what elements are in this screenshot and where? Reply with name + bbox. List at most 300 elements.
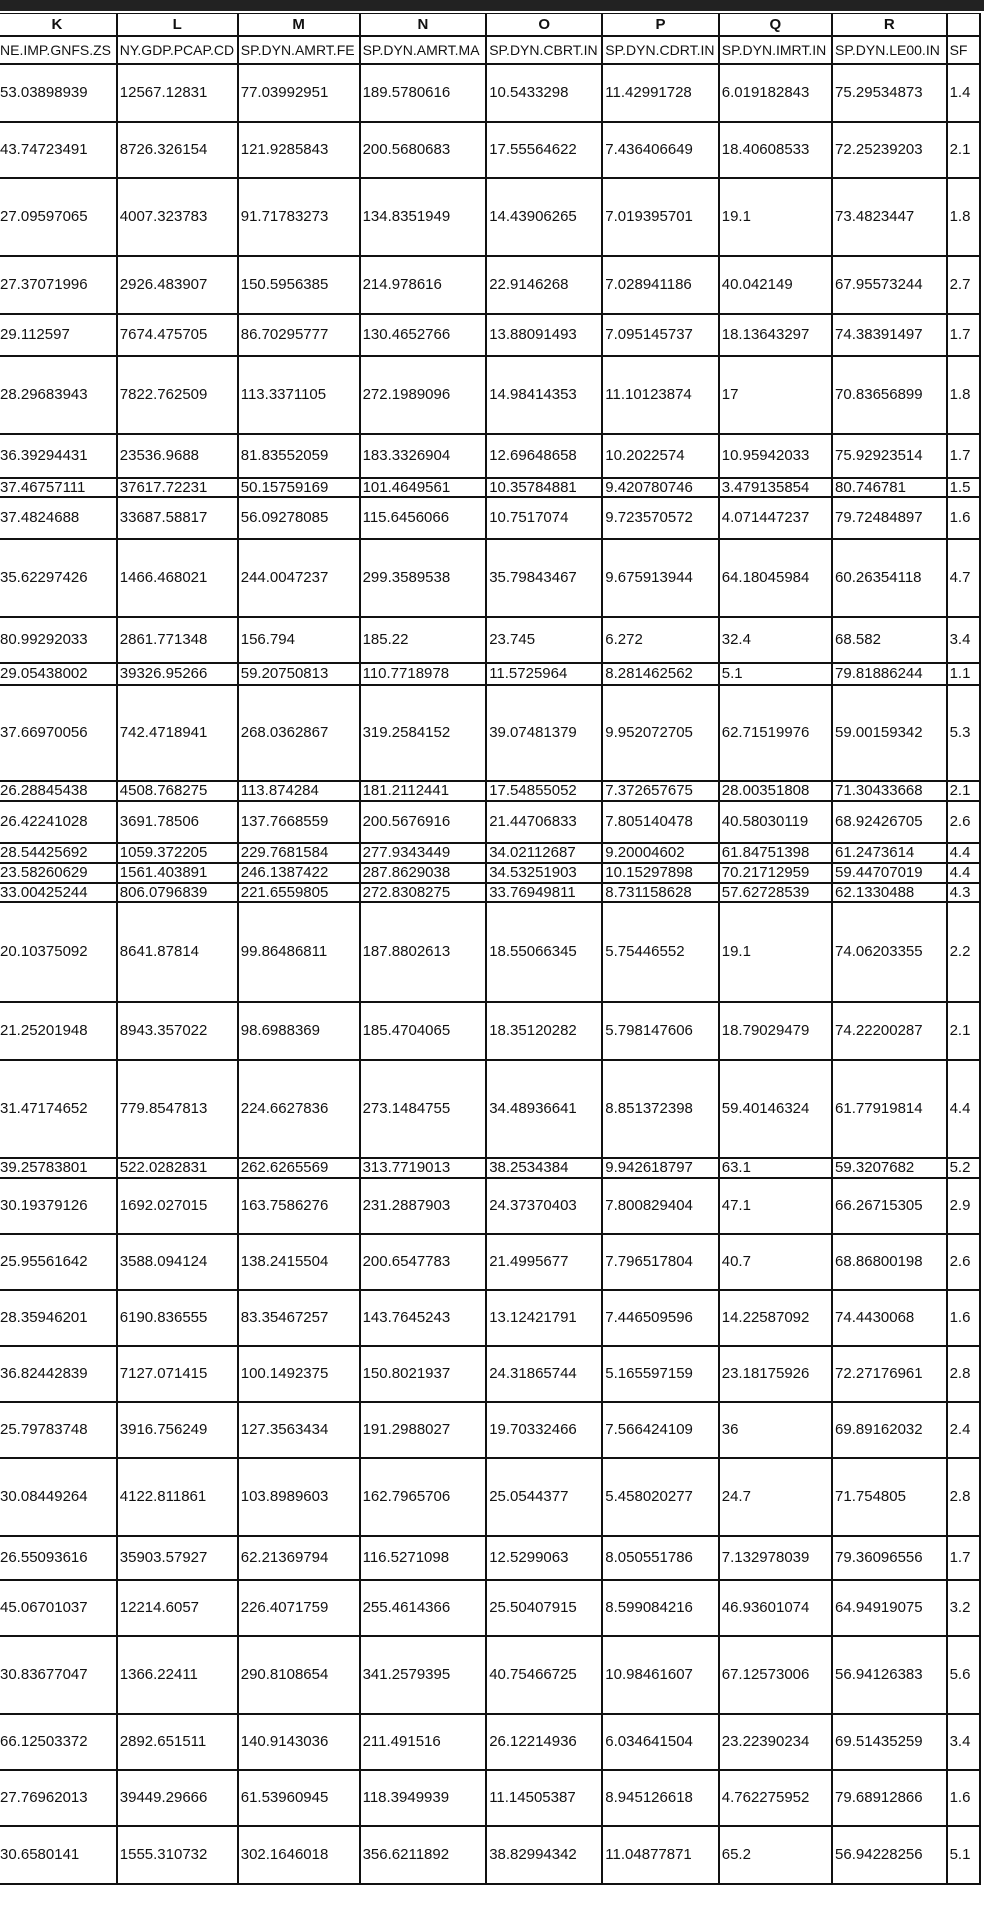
table-cell[interactable]: 19.1 [719, 178, 832, 256]
table-cell[interactable]: 9.420780746 [602, 478, 718, 497]
table-cell[interactable]: 18.13643297 [719, 314, 832, 356]
table-cell[interactable]: 3.2 [947, 1580, 980, 1636]
table-cell[interactable]: 1.4 [947, 64, 980, 122]
table-cell[interactable]: 341.2579395 [360, 1636, 487, 1714]
table-cell[interactable]: 74.38391497 [832, 314, 947, 356]
table-cell[interactable]: 2.1 [947, 781, 980, 801]
table-cell[interactable]: 40.7 [719, 1234, 832, 1290]
table-cell[interactable]: 4007.323783 [117, 178, 238, 256]
table-cell[interactable]: 21.44706833 [486, 801, 602, 843]
table-cell[interactable]: 1.6 [947, 497, 980, 539]
table-cell[interactable]: 10.7517074 [486, 497, 602, 539]
table-cell[interactable]: 150.5956385 [238, 256, 360, 314]
header-cell[interactable]: NY.GDP.PCAP.CD [117, 36, 238, 64]
table-cell[interactable]: 40.75466725 [486, 1636, 602, 1714]
table-cell[interactable]: 268.0362867 [238, 685, 360, 781]
table-cell[interactable]: 10.95942033 [719, 434, 832, 478]
table-cell[interactable]: 226.4071759 [238, 1580, 360, 1636]
table-cell[interactable]: 50.15759169 [238, 478, 360, 497]
table-cell[interactable]: 28.29683943 [0, 356, 117, 434]
table-cell[interactable]: 18.40608533 [719, 122, 832, 178]
header-cell[interactable]: SP.DYN.IMRT.IN [719, 36, 832, 64]
table-cell[interactable]: 64.94919075 [832, 1580, 947, 1636]
table-cell[interactable]: 64.18045984 [719, 539, 832, 617]
table-cell[interactable]: 1.7 [947, 1536, 980, 1580]
table-cell[interactable]: 140.9143036 [238, 1714, 360, 1770]
table-cell[interactable]: 181.2112441 [360, 781, 487, 801]
table-cell[interactable]: 38.82994342 [486, 1826, 602, 1884]
table-cell[interactable]: 5.165597159 [602, 1346, 718, 1402]
table-cell[interactable]: 7.436406649 [602, 122, 718, 178]
table-cell[interactable]: 28.35946201 [0, 1290, 117, 1346]
table-cell[interactable]: 53.03898939 [0, 64, 117, 122]
table-cell[interactable]: 46.93601074 [719, 1580, 832, 1636]
table-cell[interactable]: 36.39294431 [0, 434, 117, 478]
table-cell[interactable]: 1.8 [947, 356, 980, 434]
table-cell[interactable]: 7674.475705 [117, 314, 238, 356]
table-cell[interactable]: 63.1 [719, 1158, 832, 1178]
table-cell[interactable]: 137.7668559 [238, 801, 360, 843]
table-cell[interactable]: 34.02112687 [486, 843, 602, 863]
table-cell[interactable]: 68.582 [832, 617, 947, 663]
table-cell[interactable]: 56.94228256 [832, 1826, 947, 1884]
table-cell[interactable]: 80.746781 [832, 478, 947, 497]
table-cell[interactable]: 356.6211892 [360, 1826, 487, 1884]
table-cell[interactable]: 33.00425244 [0, 883, 117, 902]
table-cell[interactable]: 5.3 [947, 685, 980, 781]
table-cell[interactable]: 6190.836555 [117, 1290, 238, 1346]
table-cell[interactable]: 100.1492375 [238, 1346, 360, 1402]
table-cell[interactable]: 3588.094124 [117, 1234, 238, 1290]
table-cell[interactable]: 34.48936641 [486, 1060, 602, 1158]
column-header-p[interactable]: P [602, 14, 718, 36]
table-cell[interactable]: 7.095145737 [602, 314, 718, 356]
table-cell[interactable]: 224.6627836 [238, 1060, 360, 1158]
table-cell[interactable]: 255.4614366 [360, 1580, 487, 1636]
table-cell[interactable]: 115.6456066 [360, 497, 487, 539]
table-cell[interactable]: 74.4430068 [832, 1290, 947, 1346]
table-cell[interactable]: 2892.651511 [117, 1714, 238, 1770]
table-cell[interactable]: 183.3326904 [360, 434, 487, 478]
table-cell[interactable]: 18.55066345 [486, 902, 602, 1002]
table-cell[interactable]: 2861.771348 [117, 617, 238, 663]
table-cell[interactable]: 24.37370403 [486, 1178, 602, 1234]
table-cell[interactable]: 39.25783801 [0, 1158, 117, 1178]
table-cell[interactable]: 319.2584152 [360, 685, 487, 781]
table-cell[interactable]: 19.70332466 [486, 1402, 602, 1458]
table-cell[interactable]: 287.8629038 [360, 863, 487, 883]
header-cell[interactable]: SP.DYN.AMRT.FE [238, 36, 360, 64]
table-cell[interactable]: 4.3 [947, 883, 980, 902]
table-cell[interactable]: 26.28845438 [0, 781, 117, 801]
table-cell[interactable]: 79.81886244 [832, 663, 947, 685]
table-cell[interactable]: 10.2022574 [602, 434, 718, 478]
table-cell[interactable]: 262.6265569 [238, 1158, 360, 1178]
table-cell[interactable]: 20.10375092 [0, 902, 117, 1002]
table-cell[interactable]: 1.7 [947, 434, 980, 478]
table-cell[interactable]: 80.99292033 [0, 617, 117, 663]
table-cell[interactable]: 221.6559805 [238, 883, 360, 902]
table-cell[interactable]: 25.0544377 [486, 1458, 602, 1536]
table-cell[interactable]: 5.6 [947, 1636, 980, 1714]
table-cell[interactable]: 7.446509596 [602, 1290, 718, 1346]
table-cell[interactable]: 79.36096556 [832, 1536, 947, 1580]
table-cell[interactable]: 7822.762509 [117, 356, 238, 434]
table-cell[interactable]: 27.09597065 [0, 178, 117, 256]
table-cell[interactable]: 35903.57927 [117, 1536, 238, 1580]
table-cell[interactable]: 45.06701037 [0, 1580, 117, 1636]
table-cell[interactable]: 72.25239203 [832, 122, 947, 178]
table-cell[interactable]: 56.94126383 [832, 1636, 947, 1714]
table-cell[interactable]: 18.79029479 [719, 1002, 832, 1060]
table-cell[interactable]: 28.54425692 [0, 843, 117, 863]
table-cell[interactable]: 7.566424109 [602, 1402, 718, 1458]
table-cell[interactable]: 4.4 [947, 843, 980, 863]
table-cell[interactable]: 83.35467257 [238, 1290, 360, 1346]
table-cell[interactable]: 14.43906265 [486, 178, 602, 256]
table-cell[interactable]: 138.2415504 [238, 1234, 360, 1290]
table-cell[interactable]: 56.09278085 [238, 497, 360, 539]
table-cell[interactable]: 35.62297426 [0, 539, 117, 617]
table-cell[interactable]: 39449.29666 [117, 1770, 238, 1826]
table-cell[interactable]: 66.26715305 [832, 1178, 947, 1234]
table-cell[interactable]: 229.7681584 [238, 843, 360, 863]
table-cell[interactable]: 1.5 [947, 478, 980, 497]
table-cell[interactable]: 10.5433298 [486, 64, 602, 122]
table-cell[interactable]: 4.7 [947, 539, 980, 617]
table-cell[interactable]: 57.62728539 [719, 883, 832, 902]
table-cell[interactable]: 13.88091493 [486, 314, 602, 356]
table-cell[interactable]: 74.06203355 [832, 902, 947, 1002]
table-cell[interactable]: 69.51435259 [832, 1714, 947, 1770]
table-cell[interactable]: 30.08449264 [0, 1458, 117, 1536]
table-cell[interactable]: 7.372657675 [602, 781, 718, 801]
table-cell[interactable]: 33687.58817 [117, 497, 238, 539]
table-cell[interactable]: 59.40146324 [719, 1060, 832, 1158]
table-cell[interactable]: 23536.9688 [117, 434, 238, 478]
table-cell[interactable]: 9.675913944 [602, 539, 718, 617]
table-cell[interactable]: 2.9 [947, 1178, 980, 1234]
table-cell[interactable]: 29.112597 [0, 314, 117, 356]
table-cell[interactable]: 40.042149 [719, 256, 832, 314]
table-cell[interactable]: 189.5780616 [360, 64, 487, 122]
table-cell[interactable]: 10.15297898 [602, 863, 718, 883]
table-cell[interactable]: 37617.72231 [117, 478, 238, 497]
table-cell[interactable]: 91.71783273 [238, 178, 360, 256]
table-cell[interactable]: 62.1330488 [832, 883, 947, 902]
table-cell[interactable]: 7.800829404 [602, 1178, 718, 1234]
table-cell[interactable]: 7.019395701 [602, 178, 718, 256]
header-cell[interactable]: SF [947, 36, 980, 64]
column-header-n[interactable]: N [360, 14, 487, 36]
table-cell[interactable]: 121.9285843 [238, 122, 360, 178]
table-cell[interactable]: 4508.768275 [117, 781, 238, 801]
column-header-k[interactable]: K [0, 14, 117, 36]
table-cell[interactable]: 8.851372398 [602, 1060, 718, 1158]
table-cell[interactable]: 14.22587092 [719, 1290, 832, 1346]
table-cell[interactable]: 59.44707019 [832, 863, 947, 883]
table-cell[interactable]: 273.1484755 [360, 1060, 487, 1158]
table-cell[interactable]: 24.7 [719, 1458, 832, 1536]
table-cell[interactable]: 214.978616 [360, 256, 487, 314]
column-header-l[interactable]: L [117, 14, 238, 36]
table-cell[interactable]: 200.6547783 [360, 1234, 487, 1290]
table-cell[interactable]: 9.723570572 [602, 497, 718, 539]
table-cell[interactable]: 7.132978039 [719, 1536, 832, 1580]
table-cell[interactable]: 17.54855052 [486, 781, 602, 801]
table-cell[interactable]: 8.731158628 [602, 883, 718, 902]
table-cell[interactable]: 103.8989603 [238, 1458, 360, 1536]
header-cell[interactable]: SP.DYN.LE00.IN [832, 36, 947, 64]
table-cell[interactable]: 2.1 [947, 122, 980, 178]
table-cell[interactable]: 200.5680683 [360, 122, 487, 178]
table-cell[interactable]: 11.04877871 [602, 1826, 718, 1884]
table-cell[interactable]: 14.98414353 [486, 356, 602, 434]
table-cell[interactable]: 3691.78506 [117, 801, 238, 843]
table-cell[interactable]: 19.1 [719, 902, 832, 1002]
table-cell[interactable]: 3.4 [947, 1714, 980, 1770]
table-cell[interactable]: 191.2988027 [360, 1402, 487, 1458]
table-cell[interactable]: 22.9146268 [486, 256, 602, 314]
table-cell[interactable]: 99.86486811 [238, 902, 360, 1002]
table-cell[interactable]: 299.3589538 [360, 539, 487, 617]
table-cell[interactable]: 47.1 [719, 1178, 832, 1234]
table-cell[interactable]: 71.754805 [832, 1458, 947, 1536]
table-cell[interactable]: 143.7645243 [360, 1290, 487, 1346]
table-cell[interactable]: 23.22390234 [719, 1714, 832, 1770]
table-cell[interactable]: 246.1387422 [238, 863, 360, 883]
table-cell[interactable]: 27.76962013 [0, 1770, 117, 1826]
table-cell[interactable]: 61.84751398 [719, 843, 832, 863]
table-cell[interactable]: 5.458020277 [602, 1458, 718, 1536]
table-cell[interactable]: 2.6 [947, 1234, 980, 1290]
table-cell[interactable]: 162.7965706 [360, 1458, 487, 1536]
table-cell[interactable]: 272.1989096 [360, 356, 487, 434]
table-cell[interactable]: 24.31865744 [486, 1346, 602, 1402]
table-cell[interactable]: 25.95561642 [0, 1234, 117, 1290]
table-cell[interactable]: 3.4 [947, 617, 980, 663]
table-cell[interactable]: 26.55093616 [0, 1536, 117, 1580]
table-cell[interactable]: 8943.357022 [117, 1002, 238, 1060]
table-cell[interactable]: 43.74723491 [0, 122, 117, 178]
table-cell[interactable]: 8726.326154 [117, 122, 238, 178]
table-cell[interactable]: 3916.756249 [117, 1402, 238, 1458]
table-cell[interactable]: 8641.87814 [117, 902, 238, 1002]
table-cell[interactable]: 10.35784881 [486, 478, 602, 497]
table-cell[interactable]: 1561.403891 [117, 863, 238, 883]
table-cell[interactable]: 244.0047237 [238, 539, 360, 617]
table-cell[interactable]: 61.77919814 [832, 1060, 947, 1158]
table-cell[interactable]: 75.29534873 [832, 64, 947, 122]
table-cell[interactable]: 30.19379126 [0, 1178, 117, 1234]
table-cell[interactable]: 1059.372205 [117, 843, 238, 863]
table-cell[interactable]: 18.35120282 [486, 1002, 602, 1060]
table-cell[interactable]: 313.7719013 [360, 1158, 487, 1178]
table-cell[interactable]: 1555.310732 [117, 1826, 238, 1884]
table-cell[interactable]: 23.58260629 [0, 863, 117, 883]
table-cell[interactable]: 4.762275952 [719, 1770, 832, 1826]
table-cell[interactable]: 12567.12831 [117, 64, 238, 122]
table-cell[interactable]: 59.20750813 [238, 663, 360, 685]
table-cell[interactable]: 25.50407915 [486, 1580, 602, 1636]
table-cell[interactable]: 17.55564622 [486, 122, 602, 178]
table-cell[interactable]: 11.10123874 [602, 356, 718, 434]
table-cell[interactable]: 70.21712959 [719, 863, 832, 883]
table-cell[interactable]: 5.1 [719, 663, 832, 685]
table-cell[interactable]: 11.5725964 [486, 663, 602, 685]
table-cell[interactable]: 130.4652766 [360, 314, 487, 356]
table-cell[interactable]: 7.028941186 [602, 256, 718, 314]
column-header-s[interactable] [947, 14, 980, 36]
column-header-m[interactable]: M [238, 14, 360, 36]
table-cell[interactable]: 5.2 [947, 1158, 980, 1178]
table-cell[interactable]: 28.00351808 [719, 781, 832, 801]
table-cell[interactable]: 9.942618797 [602, 1158, 718, 1178]
table-cell[interactable]: 12.69648658 [486, 434, 602, 478]
table-cell[interactable]: 1.1 [947, 663, 980, 685]
table-cell[interactable]: 30.6580141 [0, 1826, 117, 1884]
header-cell[interactable]: SP.DYN.CBRT.IN [486, 36, 602, 64]
table-cell[interactable]: 4.4 [947, 863, 980, 883]
table-cell[interactable]: 7.796517804 [602, 1234, 718, 1290]
table-cell[interactable]: 9.20004602 [602, 843, 718, 863]
table-cell[interactable]: 70.83656899 [832, 356, 947, 434]
table-cell[interactable]: 277.9343449 [360, 843, 487, 863]
table-cell[interactable]: 27.37071996 [0, 256, 117, 314]
table-cell[interactable]: 34.53251903 [486, 863, 602, 883]
table-cell[interactable]: 31.47174652 [0, 1060, 117, 1158]
table-cell[interactable]: 2.7 [947, 256, 980, 314]
table-cell[interactable]: 66.12503372 [0, 1714, 117, 1770]
table-cell[interactable]: 1.8 [947, 178, 980, 256]
table-cell[interactable]: 134.8351949 [360, 178, 487, 256]
table-cell[interactable]: 36 [719, 1402, 832, 1458]
table-cell[interactable]: 59.3207682 [832, 1158, 947, 1178]
table-cell[interactable]: 75.92923514 [832, 434, 947, 478]
table-cell[interactable]: 5.1 [947, 1826, 980, 1884]
table-cell[interactable]: 12.5299063 [486, 1536, 602, 1580]
table-cell[interactable]: 2.2 [947, 902, 980, 1002]
table-cell[interactable]: 1.6 [947, 1770, 980, 1826]
table-cell[interactable]: 110.7718978 [360, 663, 487, 685]
table-cell[interactable]: 3.479135854 [719, 478, 832, 497]
table-cell[interactable]: 5.798147606 [602, 1002, 718, 1060]
table-cell[interactable]: 7.805140478 [602, 801, 718, 843]
table-cell[interactable]: 12214.6057 [117, 1580, 238, 1636]
table-cell[interactable]: 13.12421791 [486, 1290, 602, 1346]
table-cell[interactable]: 6.272 [602, 617, 718, 663]
table-cell[interactable]: 272.8308275 [360, 883, 487, 902]
table-cell[interactable]: 127.3563434 [238, 1402, 360, 1458]
table-cell[interactable]: 187.8802613 [360, 902, 487, 1002]
table-cell[interactable]: 290.8108654 [238, 1636, 360, 1714]
table-cell[interactable]: 37.4824688 [0, 497, 117, 539]
table-cell[interactable]: 2.8 [947, 1458, 980, 1536]
table-cell[interactable]: 6.019182843 [719, 64, 832, 122]
table-cell[interactable]: 68.86800198 [832, 1234, 947, 1290]
table-cell[interactable]: 61.2473614 [832, 843, 947, 863]
table-cell[interactable]: 74.22200287 [832, 1002, 947, 1060]
table-cell[interactable]: 4.4 [947, 1060, 980, 1158]
table-cell[interactable]: 26.42241028 [0, 801, 117, 843]
table-cell[interactable]: 30.83677047 [0, 1636, 117, 1714]
table-cell[interactable]: 8.599084216 [602, 1580, 718, 1636]
table-cell[interactable]: 39326.95266 [117, 663, 238, 685]
table-cell[interactable]: 60.26354118 [832, 539, 947, 617]
table-cell[interactable]: 32.4 [719, 617, 832, 663]
table-cell[interactable]: 156.794 [238, 617, 360, 663]
table-cell[interactable]: 8.281462562 [602, 663, 718, 685]
table-cell[interactable]: 81.83552059 [238, 434, 360, 478]
table-cell[interactable]: 11.14505387 [486, 1770, 602, 1826]
table-cell[interactable]: 2.8 [947, 1346, 980, 1402]
table-cell[interactable]: 2926.483907 [117, 256, 238, 314]
table-cell[interactable]: 118.3949939 [360, 1770, 487, 1826]
table-cell[interactable]: 62.21369794 [238, 1536, 360, 1580]
table-cell[interactable]: 2.1 [947, 1002, 980, 1060]
table-cell[interactable]: 67.95573244 [832, 256, 947, 314]
table-cell[interactable]: 1466.468021 [117, 539, 238, 617]
table-cell[interactable]: 163.7586276 [238, 1178, 360, 1234]
table-cell[interactable]: 36.82442839 [0, 1346, 117, 1402]
table-cell[interactable]: 35.79843467 [486, 539, 602, 617]
table-cell[interactable]: 522.0282831 [117, 1158, 238, 1178]
column-header-q[interactable]: Q [719, 14, 832, 36]
table-cell[interactable]: 72.27176961 [832, 1346, 947, 1402]
table-cell[interactable]: 67.12573006 [719, 1636, 832, 1714]
table-cell[interactable]: 79.68912866 [832, 1770, 947, 1826]
table-cell[interactable]: 71.30433668 [832, 781, 947, 801]
table-cell[interactable]: 79.72484897 [832, 497, 947, 539]
table-cell[interactable]: 9.952072705 [602, 685, 718, 781]
table-cell[interactable]: 8.050551786 [602, 1536, 718, 1580]
table-cell[interactable]: 38.2534384 [486, 1158, 602, 1178]
table-cell[interactable]: 29.05438002 [0, 663, 117, 685]
table-cell[interactable]: 68.92426705 [832, 801, 947, 843]
table-cell[interactable]: 21.25201948 [0, 1002, 117, 1060]
table-cell[interactable]: 1.6 [947, 1290, 980, 1346]
header-cell[interactable]: SP.DYN.CDRT.IN [602, 36, 718, 64]
table-cell[interactable]: 150.8021937 [360, 1346, 487, 1402]
table-cell[interactable]: 200.5676916 [360, 801, 487, 843]
header-cell[interactable]: SP.DYN.AMRT.MA [360, 36, 487, 64]
table-cell[interactable]: 5.75446552 [602, 902, 718, 1002]
table-cell[interactable]: 11.42991728 [602, 64, 718, 122]
column-header-r[interactable]: R [832, 14, 947, 36]
table-cell[interactable]: 7127.071415 [117, 1346, 238, 1402]
table-cell[interactable]: 6.034641504 [602, 1714, 718, 1770]
table-cell[interactable]: 25.79783748 [0, 1402, 117, 1458]
table-cell[interactable]: 742.4718941 [117, 685, 238, 781]
table-cell[interactable]: 113.874284 [238, 781, 360, 801]
table-cell[interactable]: 1366.22411 [117, 1636, 238, 1714]
table-cell[interactable]: 2.4 [947, 1402, 980, 1458]
table-cell[interactable]: 37.66970056 [0, 685, 117, 781]
table-cell[interactable]: 185.4704065 [360, 1002, 487, 1060]
table-cell[interactable]: 98.6988369 [238, 1002, 360, 1060]
table-cell[interactable]: 116.5271098 [360, 1536, 487, 1580]
table-cell[interactable]: 101.4649561 [360, 478, 487, 497]
table-cell[interactable]: 211.491516 [360, 1714, 487, 1770]
column-header-o[interactable]: O [486, 14, 602, 36]
table-cell[interactable]: 2.6 [947, 801, 980, 843]
table-cell[interactable]: 4122.811861 [117, 1458, 238, 1536]
table-cell[interactable]: 113.3371105 [238, 356, 360, 434]
table-cell[interactable]: 21.4995677 [486, 1234, 602, 1290]
table-cell[interactable]: 185.22 [360, 617, 487, 663]
table-cell[interactable]: 17 [719, 356, 832, 434]
table-cell[interactable]: 806.0796839 [117, 883, 238, 902]
